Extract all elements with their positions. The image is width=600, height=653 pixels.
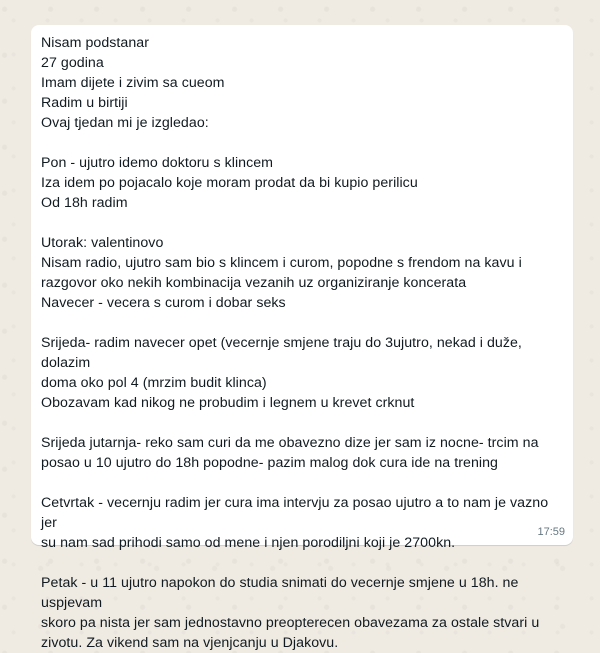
- message-line: [41, 473, 561, 493]
- message-text: [41, 33, 561, 653]
- message-line: Obozavam kad nikog ne probudim i legnem u krevet crknut: [41, 395, 415, 411]
- message-line: [41, 313, 561, 333]
- message-line: razgovor oko nekih kombinacija vezanih uz organiziranje koncerata: [41, 275, 467, 291]
- message-line: Petak - u 11 ujutro napokon do studia snimati do vecernje smjene u 18h. ne uspjevam: [41, 575, 523, 611]
- message-line: [41, 133, 561, 153]
- message-line: Iza idem po pojacalo koje moram prodat da bi kupio perilicu: [41, 175, 418, 191]
- message-line: [41, 553, 561, 573]
- message-bubble[interactable]: [31, 25, 573, 651]
- message-line: [41, 213, 561, 233]
- message-line: Od 18h radim: [41, 195, 128, 211]
- message-line: Navecer - vecera s curom i dobar seks: [41, 295, 286, 311]
- message-line: skoro pa nista jer sam jednostavno preopterecen obavezama za ostale stvari u: [41, 615, 540, 631]
- message-line: posao u 10 ujutro do 18h popodne- pazim malog dok cura ide na trening: [41, 455, 498, 471]
- message-line: Radim u birtiji: [41, 95, 128, 111]
- message-timestamp: 17:59: [537, 526, 565, 538]
- message-line: Srijeda jutarnja- reko sam curi da me obavezno dize jer sam iz nocne- trcim na: [41, 435, 539, 451]
- message-line: Nisam radio, ujutro sam bio s klincem i curom, popodne s frendom na kavu i: [41, 255, 522, 271]
- message-line: Pon - ujutro idemo doktoru s klincem: [41, 155, 274, 171]
- message-line: zivotu. Za vikend sam na vjenjcanju u Djakovu.: [41, 635, 339, 651]
- message-line: 27 godina: [41, 55, 104, 71]
- message-line: Nisam podstanar: [41, 35, 149, 51]
- message-line: Ovaj tjedan mi je izgledao:: [41, 115, 209, 131]
- message-line: Imam dijete i zivim sa cueom: [41, 75, 225, 91]
- message-line: su nam sad prihodi samo od mene i njen porodiljni koji je 2700kn.: [41, 535, 456, 551]
- message-line: Srijeda- radim navecer opet (vecernje smjene traju do 3ujutro, nekad i duže, dolazim: [41, 335, 526, 371]
- message-line: Utorak: valentinovo: [41, 235, 164, 251]
- message-line: [41, 413, 561, 433]
- message-line: Cetvrtak - vecernju radim jer cura ima intervju za posao ujutro a to nam je vazno jer: [41, 495, 553, 531]
- message-line: doma oko pol 4 (mrzim budit klinca): [41, 375, 267, 391]
